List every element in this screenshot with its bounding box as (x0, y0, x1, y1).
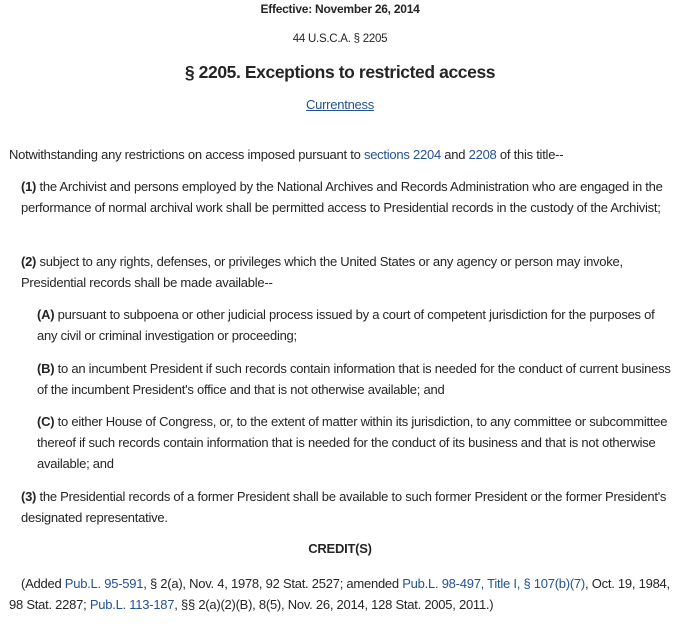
pub-l-113-187-link[interactable]: Pub.L. 113-187 (89, 597, 175, 612)
pub-l-98-497-link[interactable]: Pub.L. 98-497, Title I, § 107(b)(7) (402, 576, 585, 591)
paragraph-3 (21, 486, 673, 528)
paragraph-2c (37, 411, 675, 474)
page-title: § 2205. Exceptions to restricted access (184, 62, 496, 82)
section-2208-link[interactable]: 2208 (468, 147, 497, 162)
credits-text (9, 573, 671, 615)
paragraph-2b (37, 358, 675, 400)
paragraph-2a (37, 304, 675, 346)
intro-text: and (440, 147, 469, 162)
paragraph-text: to an incumbent President if such records contain information that is needed for the conduct of current business of the incumbent President's office and that is not otherwise available; and (37, 361, 671, 397)
credits-segment: (Added (21, 576, 65, 591)
currentness-link[interactable]: Currentness (305, 97, 375, 112)
paragraph-label: (A) (37, 307, 55, 322)
citation: 44 U.S.C.A. § 2205 (292, 33, 388, 45)
effective-date: Effective: November 26, 2014 (260, 2, 420, 16)
intro-text: Notwithstanding any restrictions on access imposed pursuant to (9, 147, 364, 162)
paragraph-text: the Archivist and persons employed by the National Archives and Records Administration who are engaged in the performance of normal archival work shall be permitted access to Presidential records in the custody of the Archivist; (21, 179, 663, 215)
sections-2204-link[interactable]: sections 2204 (363, 147, 441, 162)
credits-segment: , §§ 2(a)(2)(B), 8(5), Nov. 26, 2014, 128 Stat. 2005, 2011.) (174, 597, 494, 612)
paragraph-2 (21, 251, 673, 293)
paragraph-1 (21, 176, 673, 218)
paragraph-label: (B) (37, 361, 55, 376)
paragraph-label: (3) (21, 489, 37, 504)
credits-segment: , § 2(a), Nov. 4, 1978, 92 Stat. 2527; amended (143, 576, 403, 591)
currentness (0, 97, 680, 112)
paragraph-label: (2) (21, 254, 37, 269)
intro-paragraph (9, 144, 674, 165)
pub-l-95-591-link[interactable]: Pub.L. 95-591 (64, 576, 144, 591)
credits-heading: CREDIT(S) (308, 541, 372, 556)
paragraph-text: pursuant to subpoena or other judicial process issued by a court of competent jurisdiction for the purposes of any civil or criminal investigation or proceeding; (37, 307, 655, 343)
paragraph-text: to either House of Congress, or, to the extent of matter within its jurisdiction, to any committee or subcommittee thereof if such records contain information that is needed for the conduct of its business and that is not otherwise available; and (37, 414, 668, 471)
credits-segment: , Oct. 19, 1984, 98 Stat. 2287; (9, 576, 670, 612)
intro-text: of this title-- (496, 147, 564, 162)
paragraph-label: (C) (37, 414, 55, 429)
paragraph-label: (1) (21, 179, 37, 194)
paragraph-text: the Presidential records of a former President shall be available to such former President or the former President's designated representative. (21, 489, 667, 525)
paragraph-text: subject to any rights, defenses, or privileges which the United States or any agency or person may invoke, Presidential records shall be made available-- (21, 254, 623, 290)
